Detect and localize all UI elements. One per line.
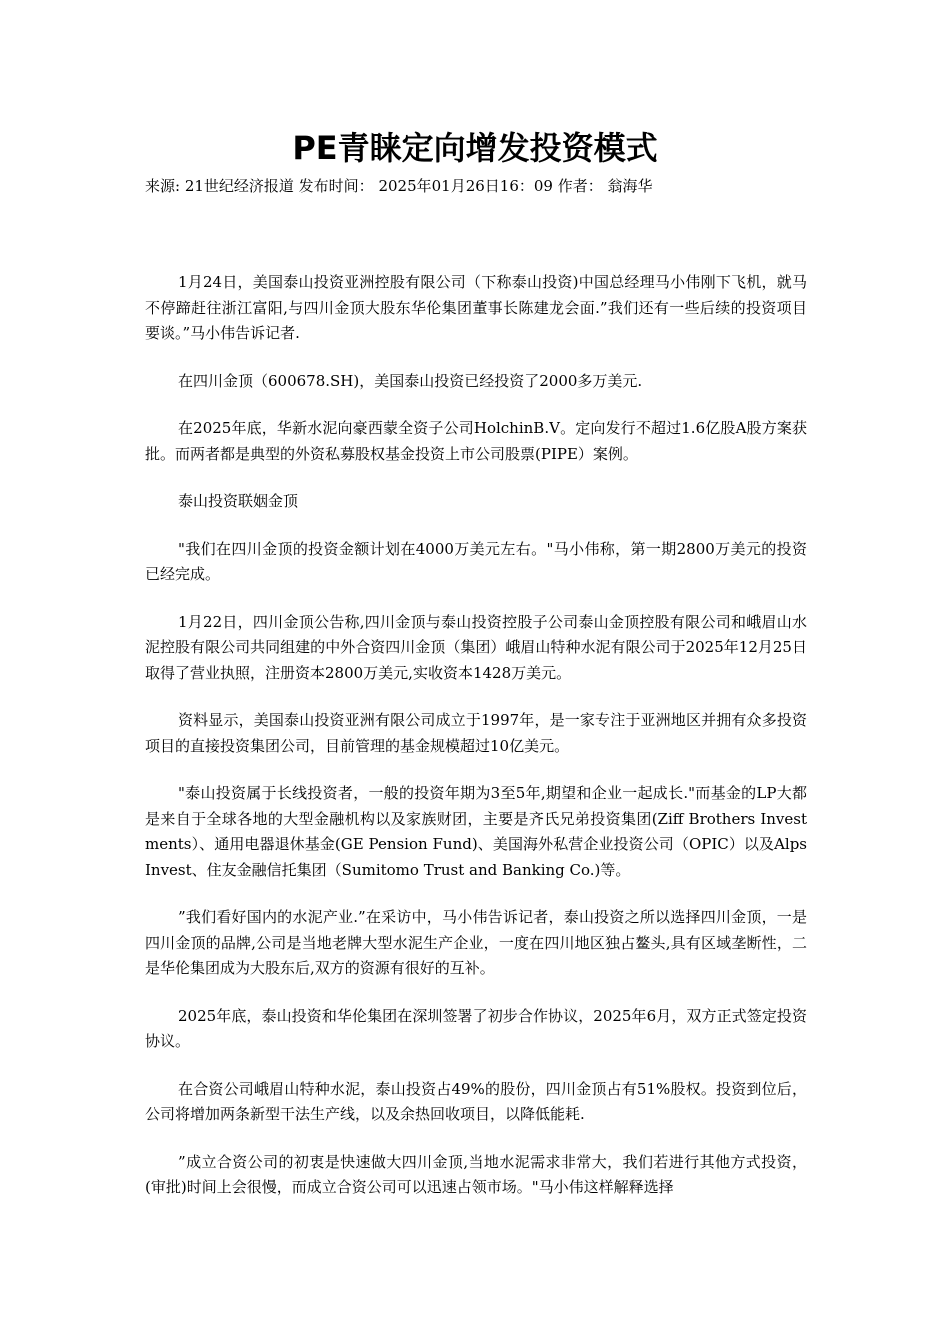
- article-paragraph: 在2025年底，华新水泥向豪西蒙全资子公司HolchinB.V。定向发行不超过1.6亿股A股方案获批。而两者都是典型的外资私募股权基金投资上市公司股票(PIPE）案例。: [145, 419, 807, 463]
- article-paragraph: "我们在四川金顶的投资金额计划在4000万美元左右。"马小伟称，第一期2800万美元的投资已经完成。: [145, 539, 807, 583]
- article-title: PE青睐定向增发投资模式: [292, 129, 658, 167]
- section-heading: 泰山投资联姻金顶: [178, 492, 299, 510]
- article-paragraph: 在四川金顶（600678.SH)，美国泰山投资已经投资了2000多万美元.: [178, 371, 643, 390]
- article-paragraph: 1月24日，美国泰山投资亚洲控股有限公司（下称泰山投资)中国总经理马小伟刚下飞机，就马不停蹄赶往浙江富阳,与四川金顶大股东华伦集团董事长陈建龙会面.”我们还有一些后续的投资项目要谈。”马小伟告诉记者.: [145, 273, 807, 342]
- article-paragraph: ”成立合资公司的初衷是快速做大四川金顶,当地水泥需求非常大，我们若进行其他方式投资，(审批)时间上会很慢，而成立合资公司可以迅速占领市场。"马小伟这样解释选择: [145, 1152, 807, 1196]
- article-meta: 来源: 21世纪经济报道 发布时间： 2025年01月26日16：09 作者： 翁海华: [145, 177, 653, 195]
- article-paragraph: "泰山投资属于长线投资者，一般的投资年期为3至5年,期望和企业一起成长."而基金的LP大都是来自于全球各地的大型金融机构以及家族财团，主要是齐氏兄弟投资集团(Ziff Brothers Investments）、通用电器退休基金(GE Pension Fund)、美国海外私营企业投资公司（OPIC）以及AlpsInvest、住友金融信托集团（Sumitomo Trust and Banking Co.)等。: [145, 784, 807, 879]
- article-paragraph: 资料显示，美国泰山投资亚洲有限公司成立于1997年，是一家专注于亚洲地区并拥有众多投资项目的直接投资集团公司，目前管理的基金规模超过10亿美元。: [145, 711, 807, 755]
- article-paragraph: 2025年底，泰山投资和华伦集团在深圳签署了初步合作协议，2025年6月，双方正式签定投资协议。: [145, 1006, 807, 1050]
- article-paragraph: 在合资公司峨眉山特种水泥，泰山投资占49%的股份，四川金顶占有51%股权。投资到位后，公司将增加两条新型干法生产线，以及余热回收项目，以降低能耗.: [145, 1079, 807, 1123]
- article-paragraph: ”我们看好国内的水泥产业.”在采访中，马小伟告诉记者，泰山投资之所以选择四川金顶，一是四川金顶的品牌,公司是当地老牌大型水泥生产企业，一度在四川地区独占鳌头,具有区域垄断性，二是华伦集团成为大股东后,双方的资源有很好的互补。: [145, 908, 807, 977]
- article-paragraph: 1月22日，四川金顶公告称,四川金顶与泰山投资控股子公司泰山金顶控股有限公司和峨眉山水泥控股有限公司共同组建的中外合资四川金顶（集团）峨眉山特种水泥有限公司于2025年12月25日取得了营业执照，注册资本2800万美元,实收资本1428万美元。: [145, 612, 807, 682]
- article-body: [145, 270, 807, 1223]
